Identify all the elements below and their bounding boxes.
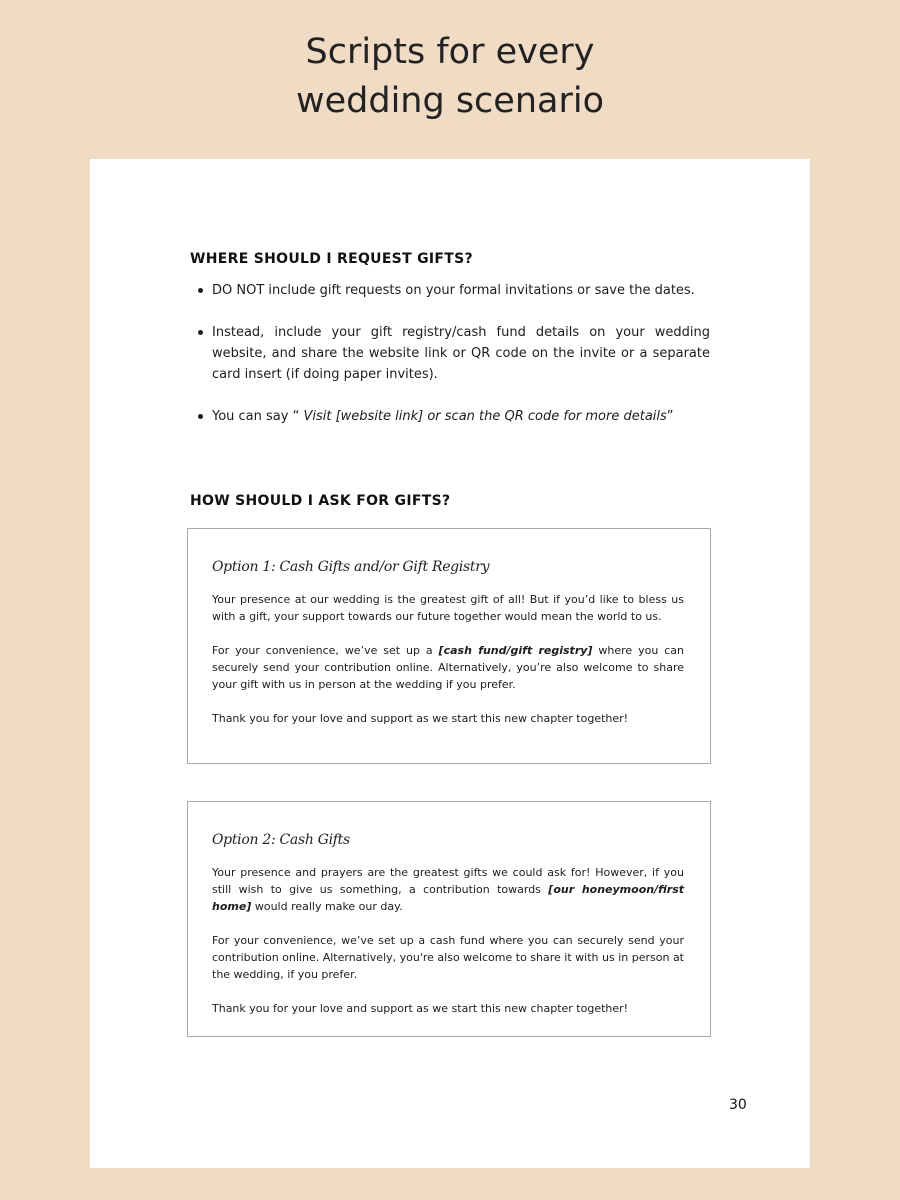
option-1-paragraph-2-suffix: where you can securely send your contribution online. Alternatively, you’re also welcome to share your gift with us in person at the wedding if you prefer. (212, 644, 684, 691)
document-page (90, 159, 810, 1168)
bullet-text-suffix: ” (666, 409, 674, 424)
option-2-paragraph-2: For your convenience, we’ve set up a cash fund where you can securely send your contribution online. Alternatively, you're also welcome to share it with us in person at the wedding, if you prefer. (212, 934, 684, 981)
section-heading-how: HOW SHOULD I ASK FOR GIFTS? (190, 493, 451, 509)
bullet-text-prefix: You can say “ (212, 409, 304, 424)
page-number: 30 (729, 1097, 747, 1113)
option-1-placeholder: [cash fund/gift registry] (438, 644, 593, 657)
option-2-paragraph-1 (212, 864, 684, 915)
option-1-script-card (187, 528, 711, 764)
option-1-paragraph-2-prefix: For your convenience, we’ve set up a (212, 644, 439, 657)
option-1-paragraph-1: Your presence at our wedding is the greatest gift of all! But if you’d like to bless us with a gift, your support towards our future together would mean the world to us. (212, 593, 684, 623)
banner-title-line-2: wedding scenario (295, 81, 604, 121)
bullet-item: DO NOT include gift requests on your formal invitations or save the dates. (190, 280, 710, 301)
option-2-placeholder: [our honeymoon/first home] (212, 883, 684, 913)
bullet-item (190, 406, 710, 427)
banner-title (0, 28, 900, 126)
option-2-paragraph-1-suffix: would really make our day. (251, 900, 403, 913)
option-1-title: Option 1: Cash Gifts and/or Gift Registry (212, 559, 490, 575)
option-1-paragraph-2 (212, 642, 684, 693)
option-2-paragraph-1-prefix: Your presence and prayers are the greatest gifts we could ask for! However, if you still wish to give us something, a contribution towards (212, 866, 684, 896)
bullet-text-emphasis: Visit [website link] or scan the QR code for more details (303, 409, 667, 424)
option-2-script-card (187, 801, 711, 1037)
bullet-item: Instead, include your gift registry/cash fund details on your wedding website, and share the website link or QR code on the invite or a separate card insert (if doing paper invites). (190, 322, 710, 385)
section-heading-where: WHERE SHOULD I REQUEST GIFTS? (190, 251, 473, 267)
banner-title-line-1: Scripts for every (305, 32, 595, 72)
option-2-paragraph-3: Thank you for your love and support as we start this new chapter together! (212, 1002, 629, 1015)
gift-request-bullets (190, 280, 710, 448)
option-1-paragraph-3: Thank you for your love and support as we start this new chapter together! (212, 712, 629, 725)
option-2-title: Option 2: Cash Gifts (212, 832, 350, 848)
